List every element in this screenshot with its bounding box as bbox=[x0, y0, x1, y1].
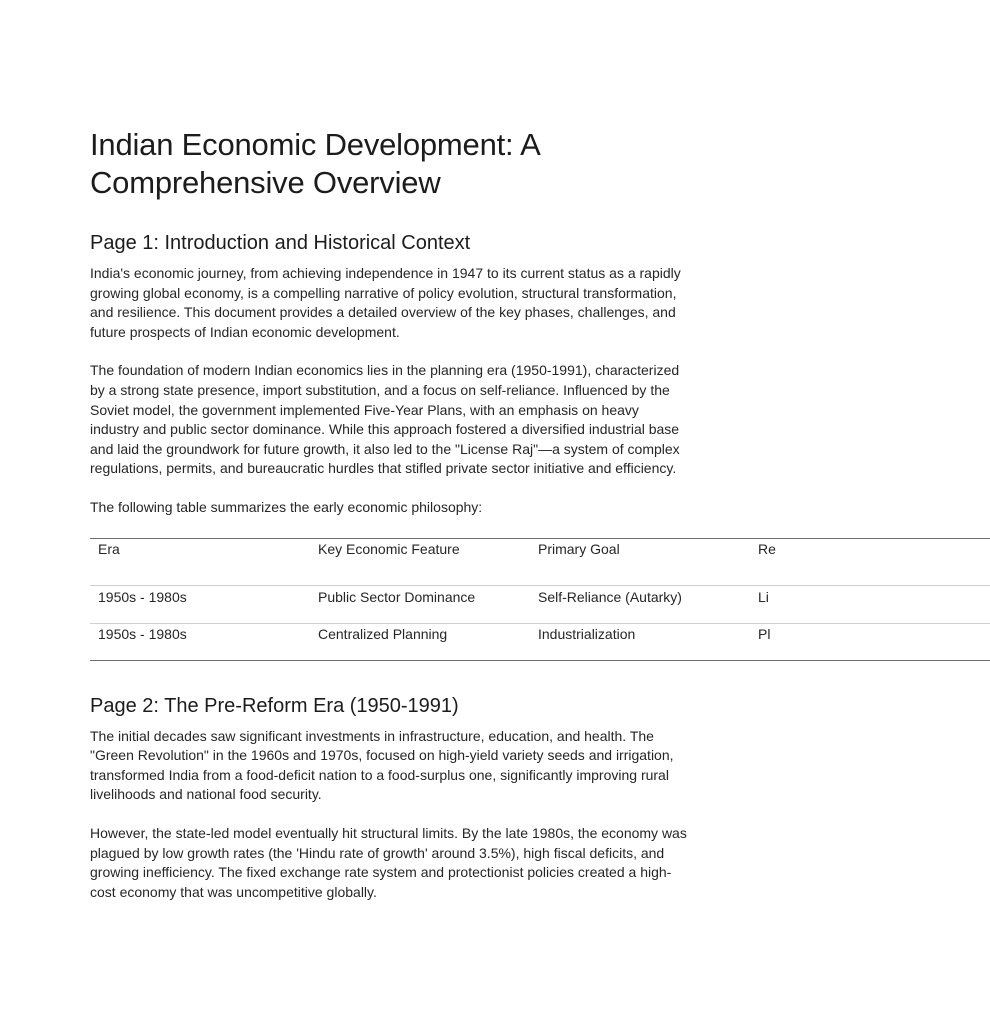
table-intro-paragraph: The following table summarizes the early economic philosophy: bbox=[90, 498, 483, 515]
structural-limits-paragraph: However, the state-led model eventually hit structural limits. By the late 1980s, the economy was plagued by low growth rates (the 'Hindu rate of growth' around 3.5%), high fiscal deficits, and growing inefficiency. The fixed exchange rate system and protectionist policies created a high-cost economy that was uncompetitive globally. bbox=[90, 824, 687, 900]
intro-paragraph: India's economic journey, from achieving independence in 1947 to its current status as a rapidly growing global economy, is a compelling narrative of policy evolution, structural transformation, and resilience. This document provides a detailed overview of the key phases, challenges, and future prospects of Indian economic development. bbox=[90, 265, 681, 340]
table-cell: Self-Reliance (Autarky) bbox=[538, 588, 682, 605]
table-cell: Li bbox=[758, 588, 769, 605]
table-cell: Public Sector Dominance bbox=[318, 588, 476, 605]
economic-philosophy-table bbox=[90, 538, 990, 661]
table-cell: Pl bbox=[758, 625, 771, 642]
economic-philosophy-table-wrapper bbox=[90, 538, 810, 661]
green-revolution-paragraph: The initial decades saw significant investments in infrastructure, education, and health. The "Green Revolution" in the 1960s and 1970s, focused on high-yield variety seeds and irrigation, transformed India from a food-deficit nation to a food-surplus one, significantly improving rural livelihoods and national food security. bbox=[90, 727, 674, 803]
table-header-key-feature: Key Economic Feature bbox=[318, 540, 460, 557]
section-heading-page-1: Page 1: Introduction and Historical Context bbox=[90, 232, 471, 254]
table-header-primary-goal: Primary Goal bbox=[538, 540, 620, 557]
table-row bbox=[90, 623, 990, 660]
table-row bbox=[90, 585, 990, 623]
table-header-era: Era bbox=[98, 540, 120, 557]
table-header-truncated: Re bbox=[758, 540, 776, 557]
table-cell: Industrialization bbox=[538, 625, 636, 642]
table-cell: 1950s - 1980s bbox=[98, 588, 187, 605]
planning-era-paragraph: The foundation of modern Indian economics lies in the planning era (1950-1991), characterized by a strong state presence, import substitution, and a focus on self-reliance. Influenced by the Soviet model, the government implemented Five-Year Plans, with an emphasis on heavy industry and public sector dominance. While this approach fostered a diversified industrial base and laid the groundwork for future growth, it also led to the "License Raj"—a system of complex regulations, permits, and bureaucratic hurdles that stifled private sector initiative and efficiency. bbox=[90, 362, 680, 477]
document-content bbox=[90, 126, 776, 902]
table-cell: 1950s - 1980s bbox=[98, 625, 187, 642]
document-title: Indian Economic Development: A Comprehensive Overview bbox=[90, 127, 539, 200]
table-cell: Centralized Planning bbox=[318, 625, 448, 642]
section-heading-page-2: Page 2: The Pre-Reform Era (1950-1991) bbox=[90, 694, 459, 717]
table-header-row bbox=[90, 538, 990, 585]
